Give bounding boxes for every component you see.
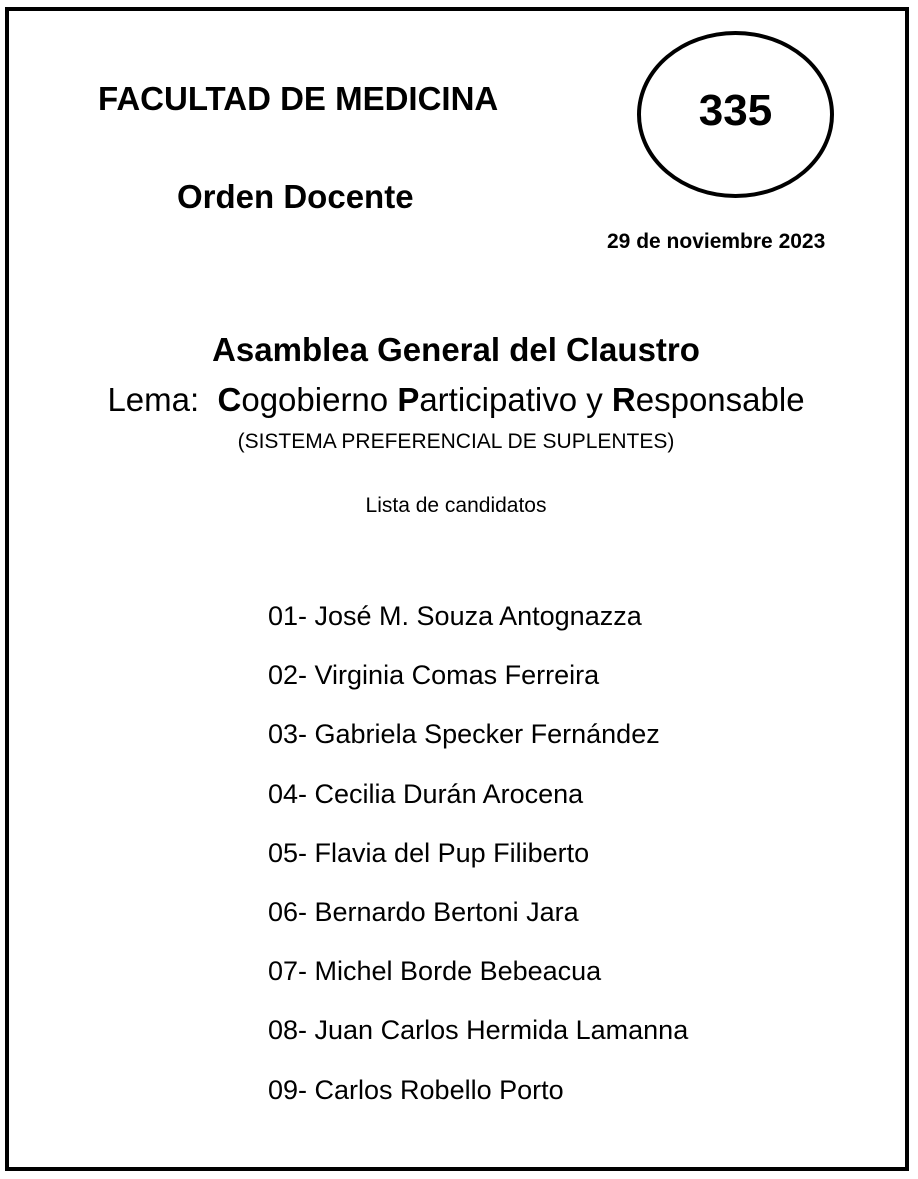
candidate-item: 05- Flavia del Pup Filiberto (268, 837, 590, 868)
list-number-circle (637, 31, 834, 198)
motto-initial-c: C (217, 381, 242, 418)
list-number: 335 (698, 85, 773, 135)
candidate-item: 07- Michel Borde Bebeacua (268, 956, 602, 987)
candidate-item: 01- José M. Souza Antognazza (268, 601, 642, 631)
motto-word-p: articipativo y (419, 381, 612, 418)
candidate-list (268, 598, 688, 1131)
motto-prefix: Lema: (107, 381, 200, 418)
order-label: Orden Docente (177, 178, 414, 215)
candidate-item: 03- Gabriela Specker Fernández (268, 719, 660, 750)
candidate-item: 04- Cecilia Durán Arocena (268, 778, 584, 809)
substitute-system-note: (SISTEMA PREFERENCIAL DE SUPLENTES) (237, 430, 675, 453)
candidate-item: 06- Bernardo Bertoni Jara (268, 896, 579, 927)
assembly-title: Asamblea General del Claustro (212, 331, 700, 368)
candidate-item: 09- Carlos Robello Porto (268, 1074, 564, 1105)
motto-initial-p: P (397, 381, 420, 418)
candidate-item: 08- Juan Carlos Hermida Lamanna (268, 1015, 689, 1046)
motto-word-c: ogobierno (241, 381, 398, 418)
motto-word-r: esponsable (635, 381, 805, 418)
motto (0, 381, 912, 419)
ballot-date: 29 de noviembre 2023 (607, 230, 826, 253)
motto-initial-r: R (611, 381, 636, 418)
candidates-title: Lista de candidatos (365, 494, 547, 517)
candidate-item: 02- Virginia Comas Ferreira (268, 660, 600, 691)
faculty-title: FACULTAD DE MEDICINA (98, 80, 499, 117)
